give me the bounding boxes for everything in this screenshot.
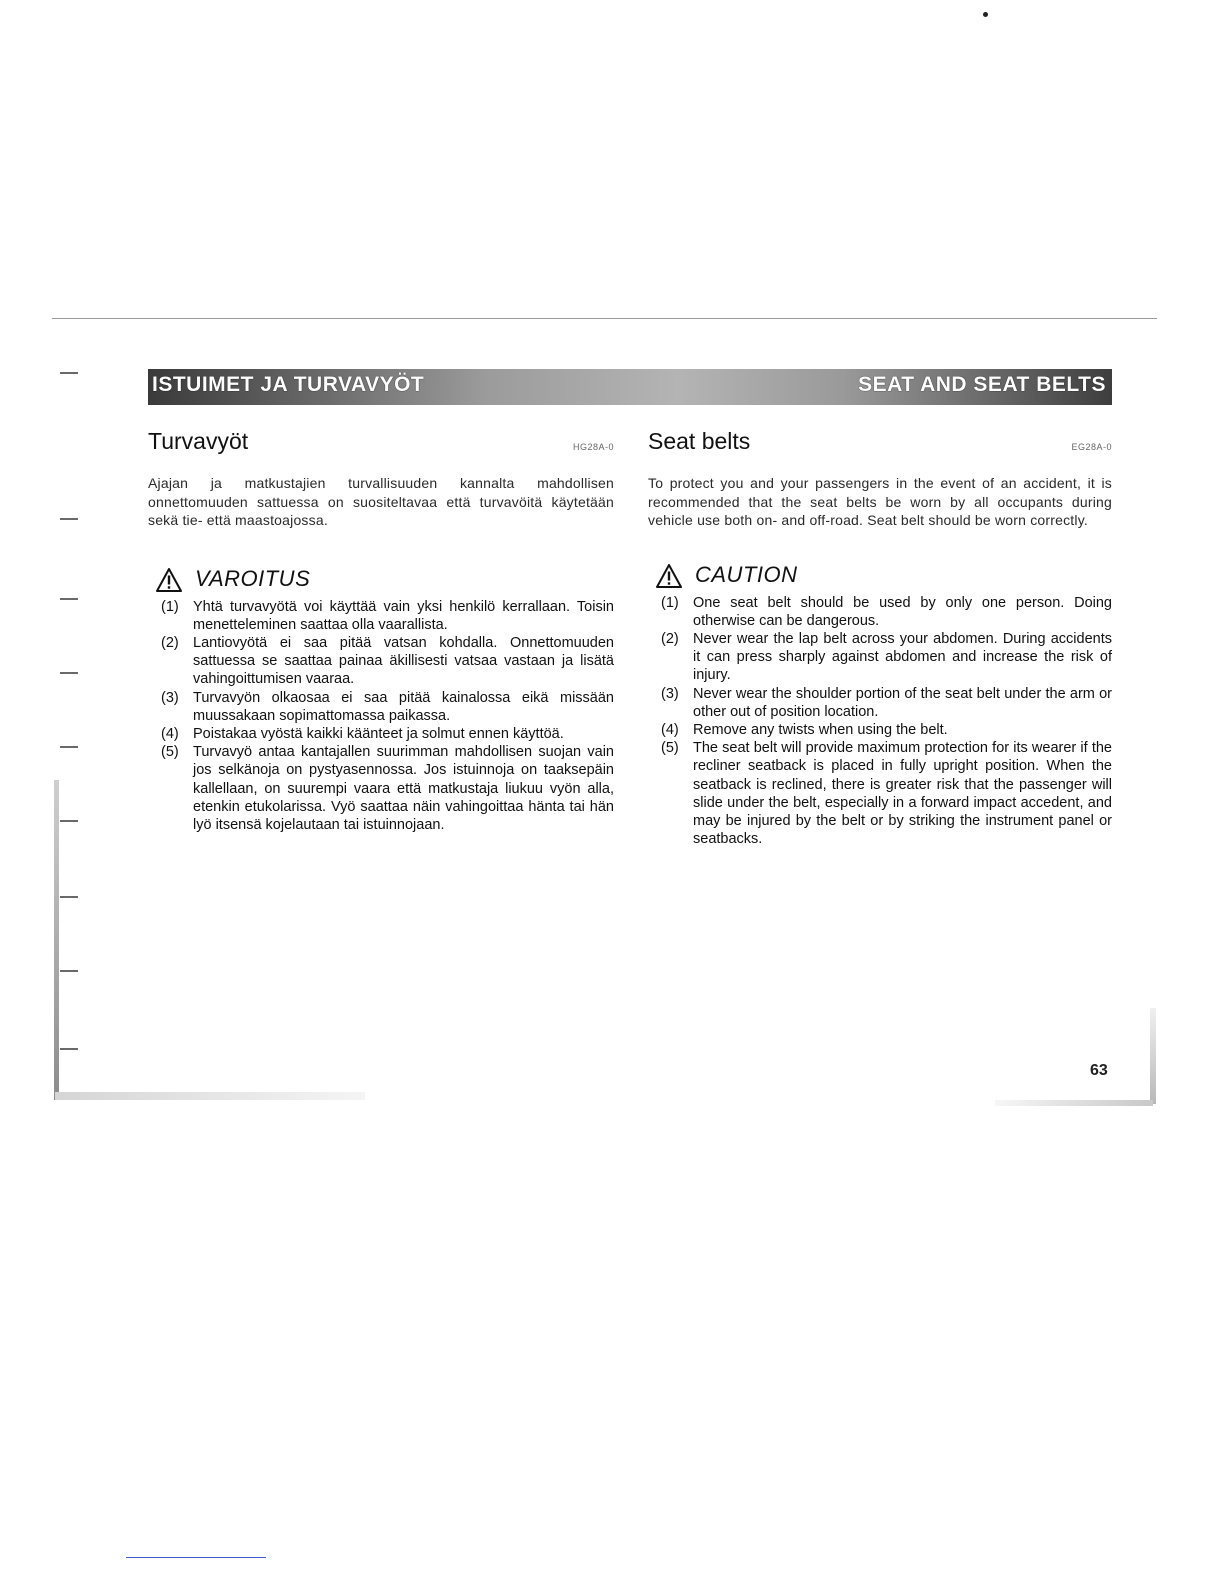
- warning-title: VAROITUS: [195, 565, 311, 591]
- list-item: [648, 739, 1112, 848]
- tab-marker: [60, 746, 78, 748]
- section-code: EG28A-0: [1071, 442, 1112, 452]
- item-text: Lantiovyötä ei saa pitää vatsan kohdalla. Onnettomuuden sattuessa se saattaa painaa äkillisesti vatsaa vastaan ja lisätä vahingoittumisen vaaraa.: [193, 634, 614, 688]
- item-text: Poistakaa vyöstä kaikki käänteet ja solmut ennen käyttöä.: [193, 725, 564, 742]
- tab-marker: [60, 372, 78, 374]
- item-number: (3): [161, 689, 179, 706]
- tab-marker: [60, 1048, 78, 1050]
- english-column: [648, 428, 1112, 848]
- section-heading: Seat belts: [648, 428, 751, 454]
- item-text: Turvavyö antaa kantajallen suurimman mahdollisen suojan vain jos selkänoja on pystyasennossa. Jos istuinnoja on taaksepäin kallellaan, on suurempi vaara että matkustaja liukuu vyön alla, etenkin etukolarissa. Vyö saattaa näin vahingoittaa hänta tai hän lyö itsensä kojelautaan tai istuinnojaan.: [193, 744, 614, 833]
- item-number: (5): [661, 740, 679, 757]
- banner-title-finnish: ISTUIMET JA TURVAVYÖT: [152, 373, 425, 396]
- banner-title-english: SEAT AND SEAT BELTS: [858, 373, 1106, 396]
- item-text: One seat belt should be used by only one person. Doing otherwise can be dangerous.: [693, 594, 1112, 629]
- item-number: (4): [161, 725, 179, 742]
- warning-triangle-icon: [656, 564, 682, 588]
- section-banner: [148, 369, 1112, 405]
- page-edge-bottom: [55, 1092, 365, 1100]
- page-edge-right: [1150, 1008, 1156, 1104]
- item-number: (1): [661, 594, 679, 611]
- page-number: 63: [1090, 1062, 1108, 1079]
- scan-dot: [983, 12, 988, 17]
- item-number: (1): [161, 598, 179, 615]
- tab-marker: [60, 896, 78, 898]
- page-edge-left: [54, 780, 59, 1100]
- section-heading: Turvavyöt: [148, 428, 249, 454]
- section-heading-row: [648, 428, 1112, 462]
- list-item: [148, 598, 614, 634]
- list-item: [648, 594, 1112, 630]
- intro-paragraph: To protect you and your passengers in the event of an accident, it is recommended that the seat belts be worn by all occupants during vehicle use both on- and off-road. Seat belt should be worn correctly.: [648, 475, 1112, 528]
- section-code: HG28A-0: [572, 442, 614, 452]
- list-item: [148, 743, 614, 834]
- list-item: [648, 630, 1112, 685]
- item-number: (5): [161, 744, 179, 761]
- list-item: [148, 725, 614, 743]
- item-number: (3): [661, 685, 679, 702]
- item-number: (2): [161, 634, 179, 651]
- caution-title: CAUTION: [695, 561, 798, 587]
- tab-marker: [60, 598, 78, 600]
- item-text: Never wear the shoulder portion of the seat belt under the arm or other out of position location.: [693, 685, 1112, 720]
- warning-list: [148, 598, 614, 835]
- item-text: Yhtä turvavyötä voi käyttää vain yksi henkilö kerrallaan. Toisin menetteleminen saattaa olla vaarallista.: [193, 598, 614, 633]
- list-item: [148, 634, 614, 689]
- intro-paragraph: Ajajan ja matkustajien turvallisuuden kannalta mahdollisen onnettomuuden sattuessa on suositeltavaa että turvavöitä käytetään sekä tie- että maastoajossa.: [148, 475, 614, 528]
- tab-marker: [60, 820, 78, 822]
- item-text: The seat belt will provide maximum protection for its wearer if the recliner seatback is placed in fully upright position. When the seatback is reclined, there is greater risk that the passenger will slide under the belt, especially in a forward impact accedent, and may be injured by the belt or by striking the instrument panel or seatbacks.: [693, 740, 1112, 848]
- item-text: Never wear the lap belt across your abdomen. During accidents it can press sharply against abdomen and increase the risk of injury.: [693, 630, 1112, 684]
- top-rule: [52, 318, 1157, 319]
- item-number: (2): [661, 630, 679, 647]
- warning-heading: [148, 565, 614, 598]
- caution-heading: [648, 561, 1112, 594]
- footer-rule: [126, 1557, 266, 1558]
- finnish-column: [148, 428, 614, 834]
- item-text: Remove any twists when using the belt.: [693, 721, 948, 738]
- list-item: [148, 689, 614, 725]
- section-heading-row: [148, 428, 614, 462]
- list-item: [648, 721, 1112, 739]
- tab-marker: [60, 518, 78, 520]
- page-edge-bottom-right: [995, 1100, 1153, 1106]
- list-item: [648, 685, 1112, 721]
- caution-list: [648, 594, 1112, 849]
- tab-marker: [60, 970, 78, 972]
- item-number: (4): [661, 721, 679, 738]
- tab-marker: [60, 672, 78, 674]
- item-text: Turvavyön olkaosaa ei saa pitää kainalossa eikä missään muussakaan sopimattomassa paikassa.: [193, 689, 614, 724]
- warning-triangle-icon: [156, 568, 182, 592]
